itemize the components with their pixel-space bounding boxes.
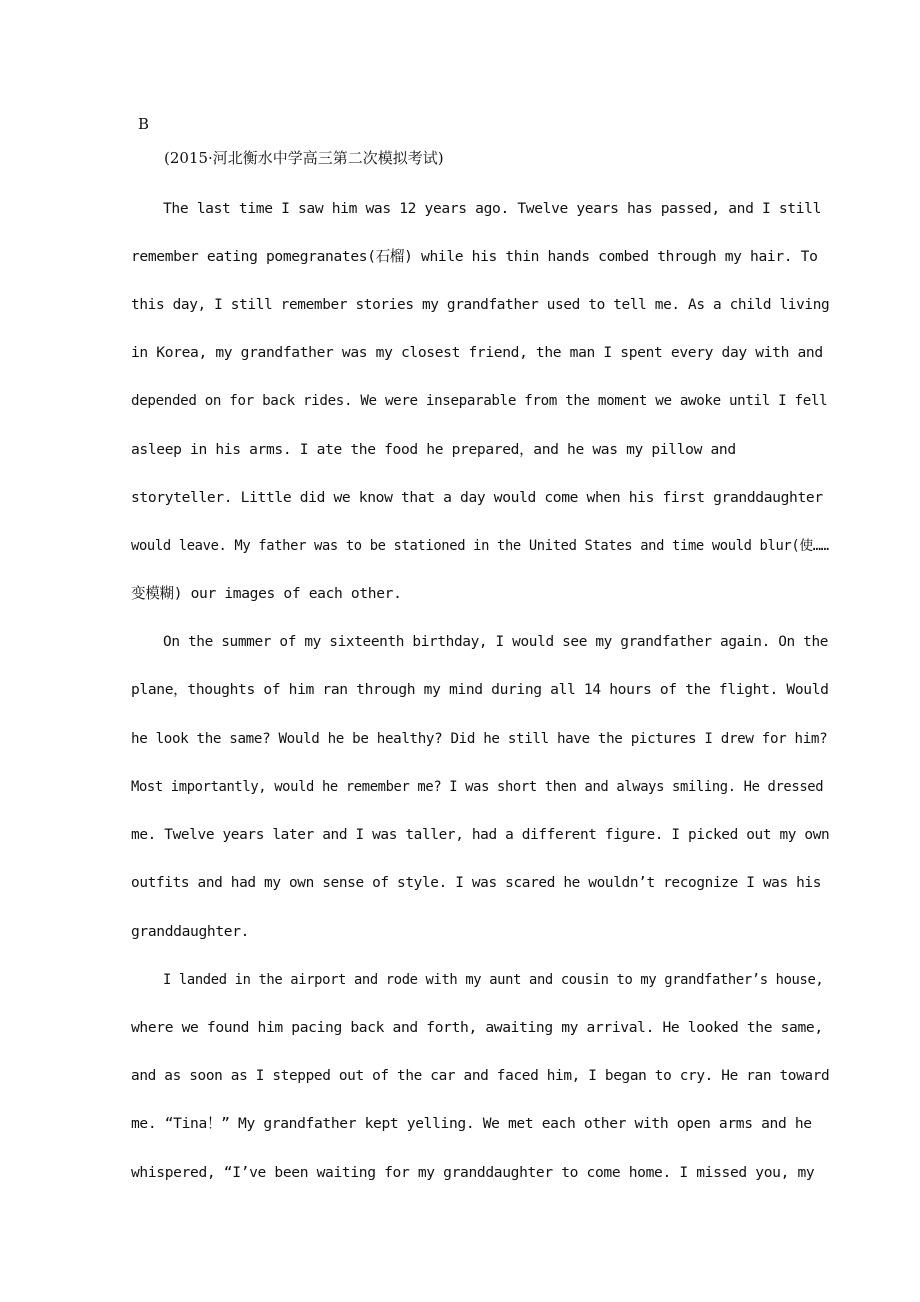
paragraph-2-line-6: outfits and had my own sense of style. I was scared he wouldn’t recognize I was his xyxy=(131,875,822,891)
paragraph-1-line-7: storyteller. Little did we know that a day would come when his first granddaughter xyxy=(131,489,823,506)
paragraph-1-line-1: The last time I saw him was 12 years ago. Twelve years has passed, and I still xyxy=(163,200,822,217)
paragraph-3-line-5: whispered, “I’ve been waiting for my granddaughter to come home. I missed you, my xyxy=(131,1164,815,1181)
paragraph-1-line-4: in Korea, my grandfather was my closest friend, the man I spent every day with and xyxy=(131,344,823,361)
paragraph-2-line-7: granddaughter. xyxy=(131,923,250,940)
paragraph-1-line-8: would leave. My father was to be stationed in the United States and time would blur(使…… xyxy=(131,538,829,554)
paragraph-3-line-2: where we found him pacing back and forth, awaiting my arrival. He looked the same, xyxy=(131,1019,823,1036)
paragraph-2-line-1: On the summer of my sixteenth birthday, I would see my grandfather again. On the xyxy=(163,634,829,650)
paragraph-2-line-4: Most importantly, would he remember me? I was short then and always smiling. He dressed xyxy=(131,779,824,795)
section-label: B xyxy=(138,115,150,133)
paragraph-1-line-6: asleep in his arms. I ate the food he prepared，and he was my pillow and xyxy=(131,441,736,458)
paragraph-1-line-3: this day, I still remember stories my grandfather used to tell me. As a child living xyxy=(131,297,830,313)
paragraph-2-line-2: plane，thoughts of him ran through my mind during all 14 hours of the flight. Would xyxy=(131,681,829,698)
paragraph-3-line-1: I landed in the airport and rode with my aunt and cousin to my grandfather’s house, xyxy=(163,972,824,988)
paragraph-2-line-3: he look the same? Would he be healthy? Did he still have the pictures I drew for him? xyxy=(131,731,828,747)
source-citation: (2015·河北衡水中学高三第二次模拟考试) xyxy=(164,149,444,167)
paragraph-3-line-4: me. “Tina！” My grandfather kept yelling. We met each other with open arms and he xyxy=(131,1115,812,1132)
paragraph-1-line-5: depended on for back rides. We were inseparable from the moment we awoke until I fell xyxy=(131,393,828,409)
paragraph-3-line-3: and as soon as I stepped out of the car and faced him, I began to cry. He ran toward xyxy=(131,1068,830,1084)
paragraph-1-line-9: 变模糊) our images of each other. xyxy=(131,585,402,602)
paragraph-2-line-5: me. Twelve years later and I was taller, had a different figure. I picked out my own xyxy=(131,827,830,843)
paragraph-1-line-2: remember eating pomegranates(石榴) while his thin hands combed through my hair. To xyxy=(131,248,818,265)
